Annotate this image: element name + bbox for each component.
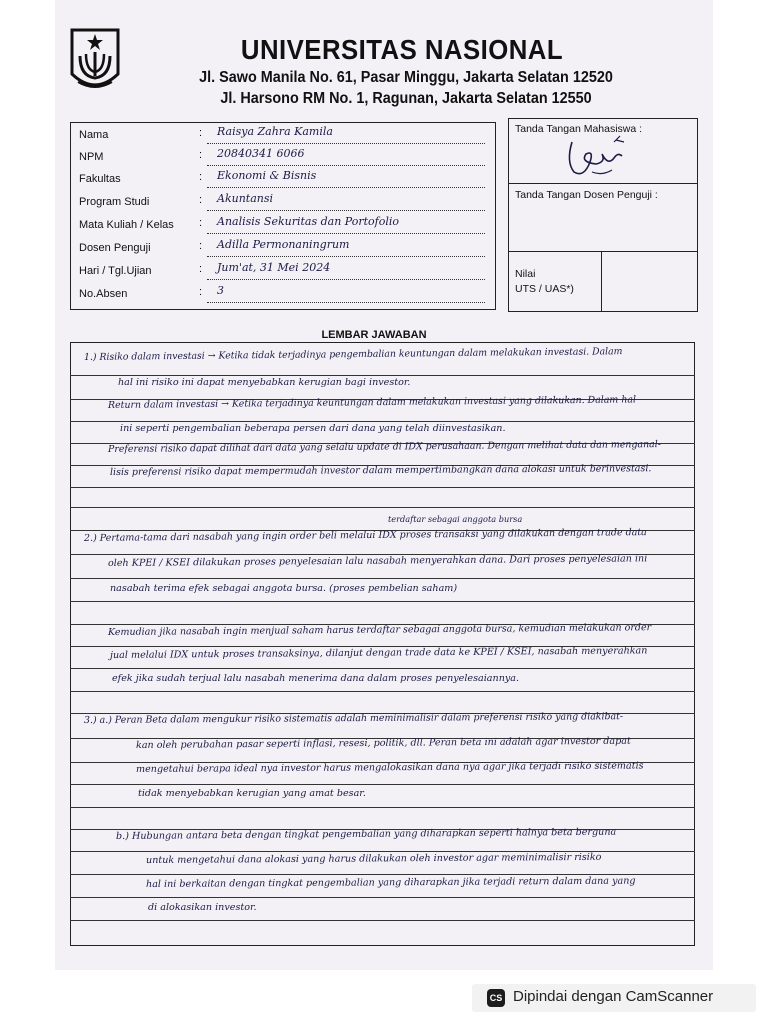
info-value: Jum'at, 31 Mei 2024 xyxy=(217,261,331,274)
info-row: NPM : 20840341 6066 xyxy=(71,147,497,169)
answer-line: Return dalam investasi → Ketika terjadinya keuntungan dalam melakukan investasi yang dilakukan. Dalam hal xyxy=(107,394,637,411)
answer-line: 3.) a.) Peran Beta dalam mengukur risiko sistematis adalah meminimalisir dalam preferensi risiko yang diakibat- xyxy=(83,711,624,726)
info-value: Ekonomi & Bisnis xyxy=(217,169,317,182)
answer-line: nasabah terima efek sebagai anggota bursa. (proses pembelian saham) xyxy=(110,583,458,594)
answer-line: jual melalui IDX untuk proses transaksinya, dilanjut dengan trade data ke KPEI / KSEI, nasabah menyerahkan xyxy=(109,645,648,661)
answer-line: kan oleh perubahan pasar seperti inflasi, resesi, politik, dll. Peran beta ini adalah agar investor dapat xyxy=(135,735,631,751)
info-label: Program Studi xyxy=(79,196,150,208)
info-row: No.Absen : 3 xyxy=(71,284,497,306)
answer-line: 2.) Pertama-tama dari nasabah yang ingin order beli melalui IDX proses transaksi yang dilakukan dengan trade data xyxy=(83,527,647,544)
answer-line: hal ini berkaitan dengan tingkat pengembalian yang diharapkan jika terjadi return dalam dana yang xyxy=(145,875,636,890)
answer-line: b.) Hubungan antara beta dengan tingkat pengembalian yang diharapkan seperti halnya beta berguna xyxy=(115,826,617,842)
address-line-1: Jl. Sawo Manila No. 61, Pasar Minggu, Jakarta Selatan 12520 xyxy=(199,69,613,86)
answer-annotation: terdaftar sebagai anggota bursa xyxy=(388,514,523,524)
scanner-label: Dipindai dengan CamScanner xyxy=(513,988,714,1005)
answer-line: untuk mengetahui dana alokasi yang harus dilakukan oleh investor agar meminimalisir risiko xyxy=(145,851,602,866)
answer-line: di alokasikan investor. xyxy=(148,902,257,913)
examiner-signature-label: Tanda Tangan Dosen Penguji : xyxy=(515,189,658,201)
info-value: 3 xyxy=(217,284,224,297)
info-value: 20840341 6066 xyxy=(217,147,305,160)
info-label: Nama xyxy=(79,129,109,141)
info-label: No.Absen xyxy=(79,288,128,300)
info-value: Raisya Zahra Kamila xyxy=(217,125,333,138)
grade-label: Nilai UTS / UAS*) xyxy=(515,268,574,295)
address-line-2: Jl. Harsono RM No. 1, Ragunan, Jakarta Selatan 12550 xyxy=(220,90,592,107)
info-row: Fakultas : Ekonomi & Bisnis xyxy=(71,169,497,191)
answer-line: Kemudian jika nasabah ingin menjual saham harus terdaftar sebagai anggota bursa, kemudian melakukan order xyxy=(107,622,652,638)
info-row: Program Studi : Akuntansi xyxy=(71,192,497,214)
university-name: UNIVERSITAS NASIONAL xyxy=(240,34,564,65)
answer-line: ini seperti pengembalian beberapa persen dari dana yang telah diinvestasikan. xyxy=(120,423,506,434)
info-value: Adilla Permonaningrum xyxy=(217,238,350,251)
info-row: Dosen Penguji : Adilla Permonaningrum xyxy=(71,238,497,260)
answer-line: mengetahui berapa ideal nya investor harus mengalokasikan dana nya agar jika terjadi risiko sistematis xyxy=(135,760,644,775)
answer-line: lisis preferensi risiko dapat mempermudah investor dalam mempertimbangkan dana alokasi untuk berinvestasi. xyxy=(109,463,652,478)
student-info-box xyxy=(70,122,496,310)
student-signature-icon xyxy=(562,132,632,182)
answer-line: tidak menyebabkan kerugian yang amat besar. xyxy=(138,788,366,799)
info-label: NPM xyxy=(79,151,104,163)
info-label: Mata Kuliah / Kelas xyxy=(79,219,174,231)
info-label: Fakultas xyxy=(79,173,121,185)
answer-line: Preferensi risiko dapat dilihat dari data yang selalu update di IDX perusahaan. Dengan melihat data dan menganal- xyxy=(107,439,661,455)
info-row: Mata Kuliah / Kelas : Analisis Sekuritas dan Portofolio xyxy=(71,215,497,237)
camscanner-icon: CS xyxy=(487,989,505,1007)
answer-line: hal ini risiko ini dapat menyebabkan kerugian bagi investor. xyxy=(118,377,411,388)
info-value: Akuntansi xyxy=(217,192,274,205)
answer-line: 1.) Risiko dalam investasi → Ketika tidak terjadinya pengembalian keuntungan dalam melakukan investasi. Dalam xyxy=(83,346,623,363)
answer-line: efek jika sudah terjual lalu nasabah menerima dana dalam proses penyelesaiannya. xyxy=(112,673,520,684)
info-label: Dosen Penguji xyxy=(79,242,151,254)
info-row: Hari / Tgl.Ujian : Jum'at, 31 Mei 2024 xyxy=(71,261,497,283)
student-signature-label: Tanda Tangan Mahasiswa : xyxy=(515,123,643,135)
info-label: Hari / Tgl.Ujian xyxy=(79,265,152,277)
info-value: Analisis Sekuritas dan Portofolio xyxy=(217,215,400,228)
info-row: Nama : Raisya Zahra Kamila xyxy=(71,125,497,147)
answer-line: oleh KPEI / KSEI dilakukan proses penyelesaian lalu nasabah menyerahkan dana. Dari proses penyelesaian ini xyxy=(107,553,648,569)
answer-sheet-title: LEMBAR JAWABAN xyxy=(321,329,427,341)
